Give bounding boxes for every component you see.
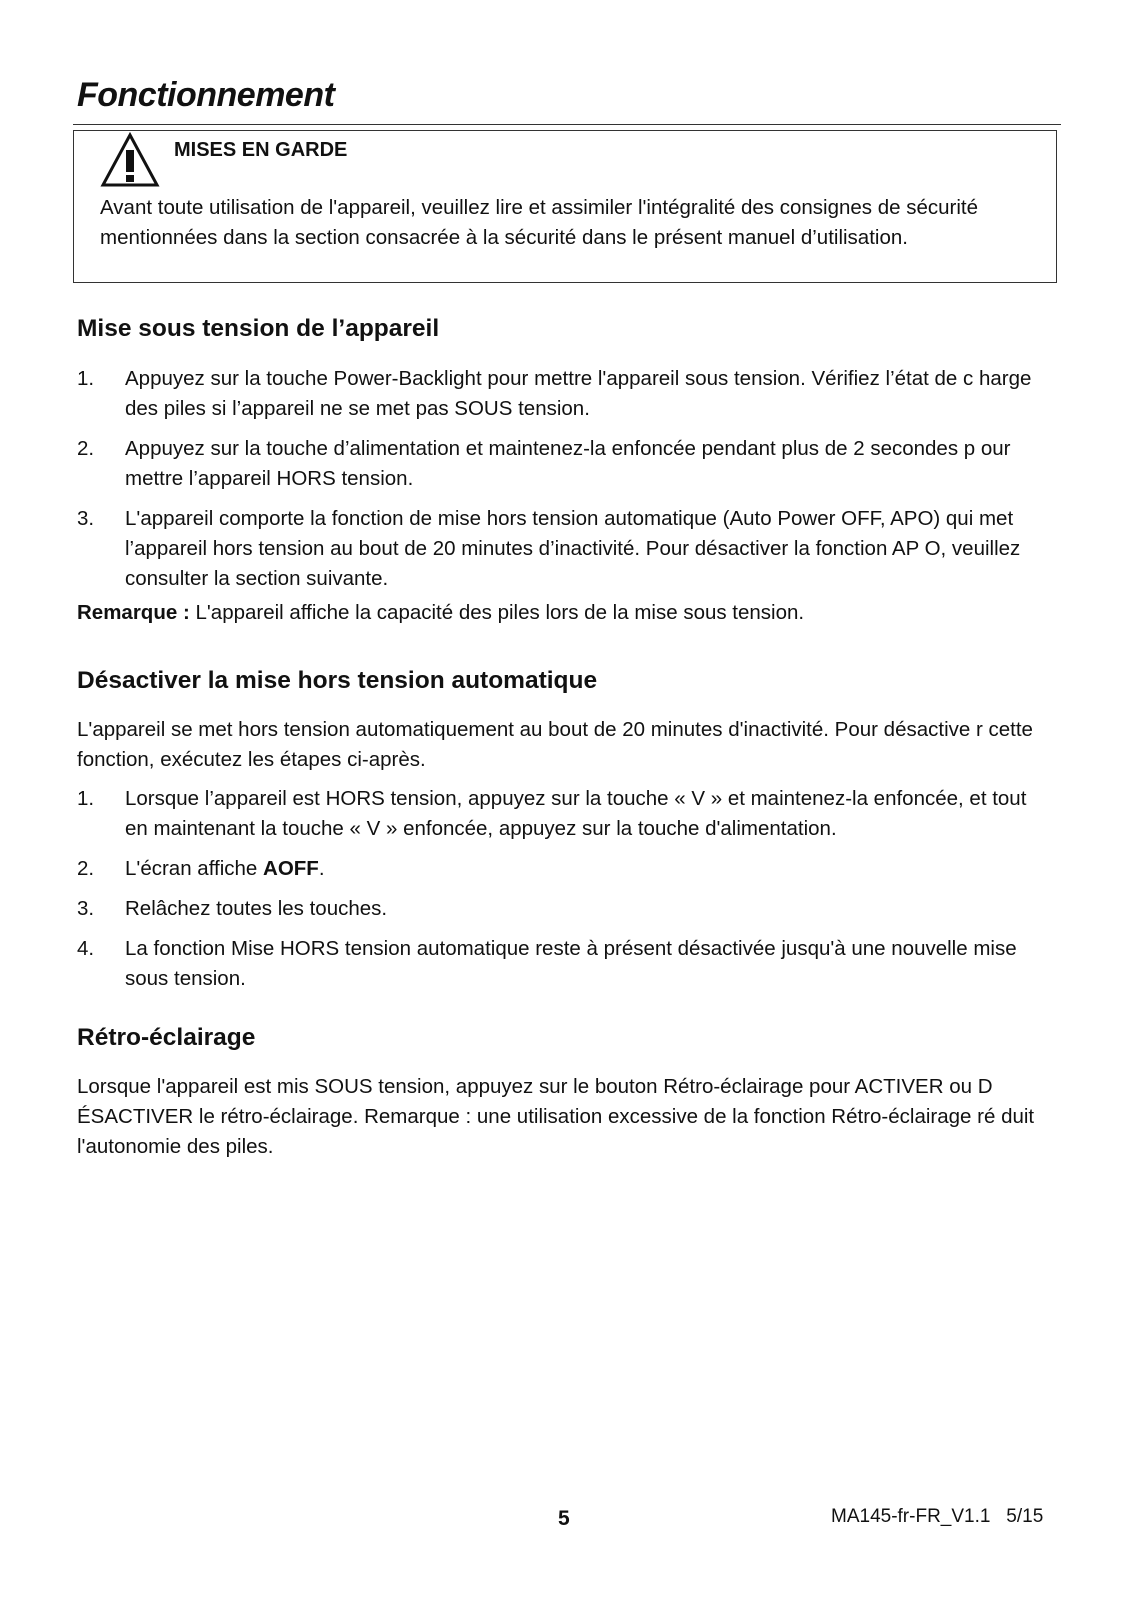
backlight-text: Lorsque l'appareil est mis SOUS tension, appuyez sur le bouton Rétro-éclairage pour ACTIVER ou D ÉSACTIVER le rétro-éclairage. Remarque : une utilisation excessive de la fonction Rétro-éclairage ré duit l'autonomie des piles. — [77, 1075, 1035, 1158]
list-number: 3. — [77, 507, 95, 530]
list-number: 2. — [77, 857, 95, 880]
list-text: Appuyez sur la touche Power-Backlight pour mettre l'appareil sous tension. Vérifiez l’état de c harge des piles si l’appareil ne se met pas SOUS tension. — [125, 367, 1032, 420]
warning-text: Avant toute utilisation de l'appareil, veuillez lire et assimiler l'intégralité des consignes de sécurité mentionnées dans la section consacrée à la sécurité dans le présent manuel d’utilisation. — [100, 196, 979, 249]
note-label: Remarque : — [77, 601, 190, 624]
list-text: La fonction Mise HORS tension automatique reste à présent désactivée jusqu'à une nouvelle mise sous tension. — [125, 937, 1017, 990]
note-text: L'appareil affiche la capacité des piles lors de la mise sous tension. — [189, 601, 805, 624]
list-text-suffix: . — [318, 857, 325, 880]
power-on-steps — [77, 364, 1052, 604]
list-item — [77, 934, 1052, 994]
list-item — [77, 854, 1052, 884]
list-item — [77, 784, 1052, 844]
list-text: Relâchez toutes les touches. — [125, 897, 388, 920]
page-number: 5 — [558, 1507, 570, 1530]
power-on-note — [77, 598, 1062, 628]
aoff-label: AOFF — [263, 857, 319, 880]
section-heading-apo: Désactiver la mise hors tension automatique — [77, 667, 598, 694]
list-text: L'appareil comporte la fonction de mise hors tension automatique (Auto Power OFF, APO) qui met l’appareil hors tension au bout de 20 minutes d’inactivité. Pour désactiver la fonction AP O, veuillez consulter la section suivante. — [125, 507, 1021, 590]
apo-steps — [77, 784, 1052, 1004]
list-item — [77, 434, 1052, 494]
list-item — [77, 504, 1052, 594]
list-text: Appuyez sur la touche d’alimentation et maintenez-la enfoncée pendant plus de 2 secondes p our mettre l’appareil HORS tension. — [125, 437, 1011, 490]
section-heading-backlight: Rétro-éclairage — [77, 1024, 256, 1051]
list-number: 1. — [77, 787, 95, 810]
list-number: 1. — [77, 367, 95, 390]
list-number: 2. — [77, 437, 95, 460]
list-number: 3. — [77, 897, 95, 920]
list-item — [77, 364, 1052, 424]
list-text-prefix: L'écran affiche — [125, 857, 264, 880]
title-divider — [73, 124, 1061, 125]
list-number: 4. — [77, 937, 95, 960]
page-title: Fonctionnement — [77, 76, 335, 114]
list-item — [77, 894, 1052, 924]
document-reference: MA145-fr-FR_V1.1 5/15 — [831, 1506, 1044, 1527]
list-text: Lorsque l’appareil est HORS tension, appuyez sur la touche « V » et maintenez-la enfoncée, et tout en maintenant la touche « V » enfoncée, appuyez sur la touche d'alimentation. — [125, 787, 1027, 840]
warning-triangle-icon — [100, 132, 160, 188]
list-text — [125, 857, 325, 880]
warning-box — [73, 130, 1057, 283]
warning-heading: MISES EN GARDE — [174, 139, 348, 161]
section-heading-power-on: Mise sous tension de l’appareil — [77, 315, 440, 342]
apo-intro: L'appareil se met hors tension automatiquement au bout de 20 minutes d'inactivité. Pour désactive r cette fonction, exécutez les étapes ci-après. — [77, 718, 1033, 771]
